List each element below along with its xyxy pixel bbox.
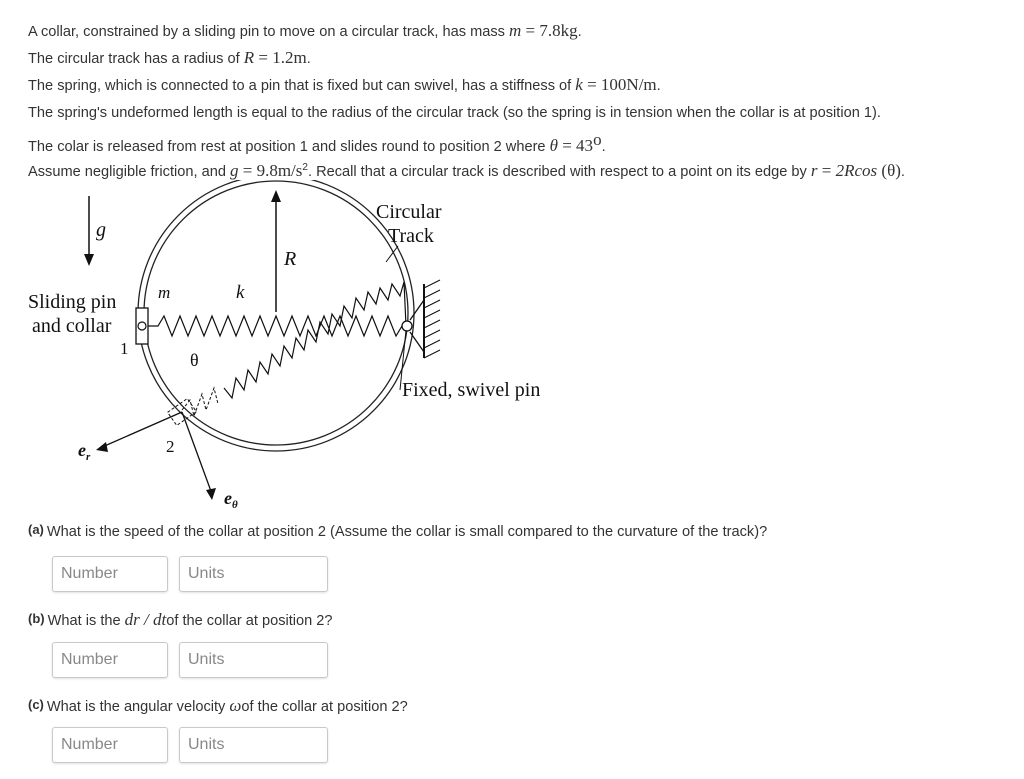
answer-c-units-input[interactable]	[179, 727, 328, 763]
fixed-pin-label: Fixed, swivel pin	[402, 379, 541, 401]
collar-position-1	[136, 308, 148, 344]
answer-b-number-input[interactable]	[52, 642, 168, 678]
answer-a-units-input[interactable]	[179, 556, 328, 592]
question-b: (b) What is the dr / dtof the collar at position 2?	[28, 610, 333, 629]
problem-line-1: A collar, constrained by a sliding pin to move on a circular track, has mass m = 7.8kg.	[28, 21, 582, 40]
mass-label: m	[158, 283, 171, 302]
answer-b-units-input[interactable]	[179, 642, 328, 678]
circular-track-label: Circular	[376, 201, 442, 223]
gravity-arrow	[84, 196, 94, 266]
spring-position-2	[224, 282, 406, 398]
problem-line-4: The spring's undeformed length is equal to the radius of the circular track (so the spring is in tension when the collar is at position 1).	[28, 105, 881, 121]
radius-arrow	[271, 190, 281, 312]
stiffness-label: k	[236, 282, 245, 303]
answer-a-number-input[interactable]	[52, 556, 168, 592]
question-a: (a) What is the speed of the collar at position 2 (Assume the collar is small compared to the curvature of the track)?	[28, 522, 768, 540]
gravity-label: g	[96, 219, 106, 241]
sliding-pin-label-2: and collar	[32, 315, 112, 337]
answer-c-number-input[interactable]	[52, 727, 168, 763]
er-label: $e_r$	[78, 440, 91, 463]
spring-position-1	[148, 316, 408, 336]
radius-label: R	[284, 248, 297, 270]
etheta-label: $e_\theta$	[224, 488, 238, 510]
theta-label: θ	[190, 350, 199, 370]
problem-line-5: The colar is released from rest at position 1 and slides round to position 2 where $\theta = 43^o$.	[28, 130, 606, 155]
spring-ghost-dashed	[182, 388, 218, 416]
question-c: (c) What is the angular velocity ωof the collar at position 2?	[28, 696, 408, 715]
problem-line-3: The spring, which is connected to a pin that is fixed but can swivel, has a stiffness of k = 100N/m.	[28, 75, 661, 94]
etheta-arrow	[182, 412, 216, 500]
sliding-pin-label: Sliding pin	[28, 291, 117, 313]
position-2-label: 2	[166, 437, 175, 456]
circular-track-label-2: Track	[388, 225, 434, 247]
collar-track-diagram	[0, 180, 600, 510]
problem-line-2: The circular track has a radius of R = 1.2m.	[28, 48, 311, 67]
position-1-label: 1	[120, 339, 129, 358]
problem-line-6: Assume negligible friction, and $g = 9.8m/s^2$. Recall that a circular track is described with respect to a point on its edge by r = 2Rcos (θ).	[28, 160, 905, 180]
